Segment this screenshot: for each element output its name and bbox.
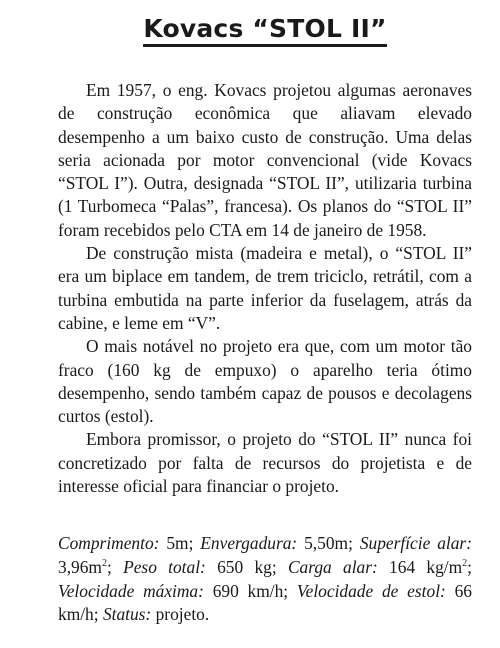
specifications (58, 532, 472, 626)
paragraph-2: De construção mista (madeira e metal), o “STOL II” era um biplace em tandem, de trem triciclo, retrátil, com a turbina embutida na parte inferior da fuselagem, atrás da cabine, e leme em “V”. (58, 243, 472, 333)
spec-total-weight-label: Peso total: (123, 556, 206, 577)
spec-stall-speed-value: 66 km/h; (58, 580, 472, 625)
paragraph-4: Embora promissor, o projeto do “STOL II” nunca foi concretizado por falta de recursos do projetista e de interesse oficial para financiar o projeto. (58, 429, 472, 497)
spec-length-label: Comprimento: (58, 533, 160, 554)
spec-stall-speed-label: Velocidade de estol: (296, 580, 446, 601)
spec-wingspan-value: 5,50m; (297, 533, 360, 554)
spec-wing-loading-label: Carga alar: (287, 556, 378, 577)
spec-max-speed-label: Velocidade máxima: (58, 580, 204, 601)
spec-status-label: Status: (102, 604, 152, 625)
paragraph-1: Em 1957, o eng. Kovacs projetou algumas aeronaves de construção econômica que aliavam elevado desempenho a um baixo custo de construção. Uma delas seria acionada por motor convencional (vide Kovacs “STOL I”). Outra, designada “STOL II”, utilizaria turbina (1 Turbomeca “Palas”, francesa). Os planos do “STOL II” foram recebidos pelo CTA em 14 de janeiro de 1958. (58, 80, 472, 240)
article-body (58, 79, 472, 498)
spec-wing-area-separator: ; (106, 556, 124, 577)
spec-wing-loading-value: 164 kg/m (377, 556, 463, 577)
spec-wingspan-label: Envergadura: (200, 533, 298, 554)
paragraph-3: O mais notável no projeto era que, com um motor tão fraco (160 kg de empuxo) o aparelho teria ótimo desempenho, sendo também capaz de pousos e decolagens curtos (estol). (58, 336, 472, 427)
spec-total-weight-value: 650 kg; (205, 556, 288, 577)
spec-max-speed-value: 690 km/h; (203, 580, 297, 601)
page-title (58, 14, 472, 44)
spec-wing-area-label: Superfície alar: (359, 533, 472, 554)
spec-wing-loading-exponent: 2 (462, 558, 468, 570)
spec-wing-area-exponent: 2 (101, 558, 107, 570)
spec-status-value: projeto. (151, 604, 210, 625)
specifications-text (58, 532, 472, 626)
spec-wing-area-value: 3,96m (58, 556, 102, 577)
spec-length-value: 5m; (159, 533, 201, 554)
spec-wing-loading-separator: ; (467, 556, 473, 577)
page-title-text: Kovacs “STOL II” (143, 14, 386, 47)
